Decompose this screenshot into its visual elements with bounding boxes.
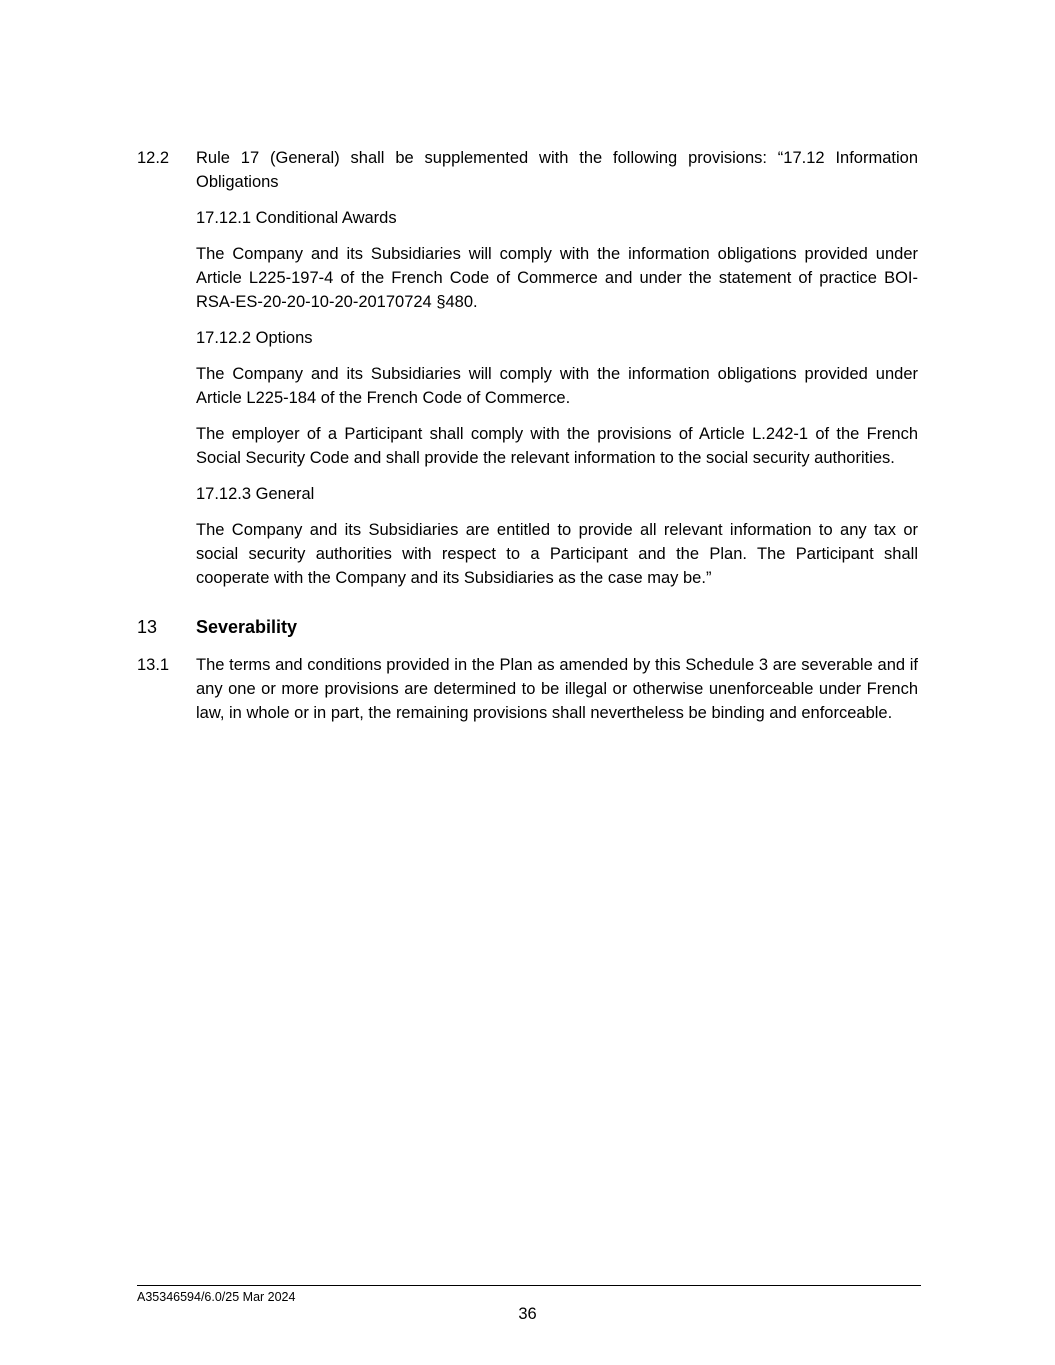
section-heading-13: [137, 615, 918, 639]
page-number: 36: [518, 1305, 537, 1323]
footer-divider: [137, 1285, 921, 1286]
clause-intro: Rule 17 (General) shall be supplemented with the following provisions: “17.12 Information Obligations: [196, 149, 918, 191]
clause-13-1: [137, 653, 918, 753]
subclause-text-general: The Company and its Subsidiaries are entitled to provide all relevant information to any tax or social security authorities with respect to a Participant and the Plan. The Participant shall cooperate with the Company and its Subsidiaries as the case may be.”: [196, 521, 918, 587]
subclause-text-options-a: The Company and its Subsidiaries will comply with the information obligations provided under Article L225-184 of the French Code of Commerce.: [196, 365, 918, 407]
section-title: Severability: [196, 617, 298, 637]
subclause-title-general: 17.12.3 General: [196, 485, 315, 503]
subclause-text-conditional-awards: The Company and its Subsidiaries will comply with the information obligations provided under Article L225-197-4 of the French Code of Commerce and under the statement of practice BOI-RSA-ES-20-20-10-20-20170724 §480.: [196, 245, 918, 311]
section-number: 13: [137, 617, 158, 637]
subclause-title-conditional-awards: 17.12.1 Conditional Awards: [196, 209, 397, 227]
clause-12-2: [137, 146, 918, 596]
clause-number: 13.1: [137, 656, 170, 674]
document-reference: A35346594/6.0/25 Mar 2024: [137, 1290, 296, 1304]
clause-number: 12.2: [137, 149, 170, 167]
subclause-text-options-b: The employer of a Participant shall comply with the provisions of Article L.242-1 of the French Social Security Code and shall provide the relevant information to the social security authorities.: [196, 425, 918, 467]
clause-text: The terms and conditions provided in the Plan as amended by this Schedule 3 are severable and if any one or more provisions are determined to be illegal or otherwise unenforceable under French law, in whole or in part, the remaining provisions shall nevertheless be binding and enforceable.: [196, 656, 918, 722]
subclause-title-options: 17.12.2 Options: [196, 329, 313, 347]
